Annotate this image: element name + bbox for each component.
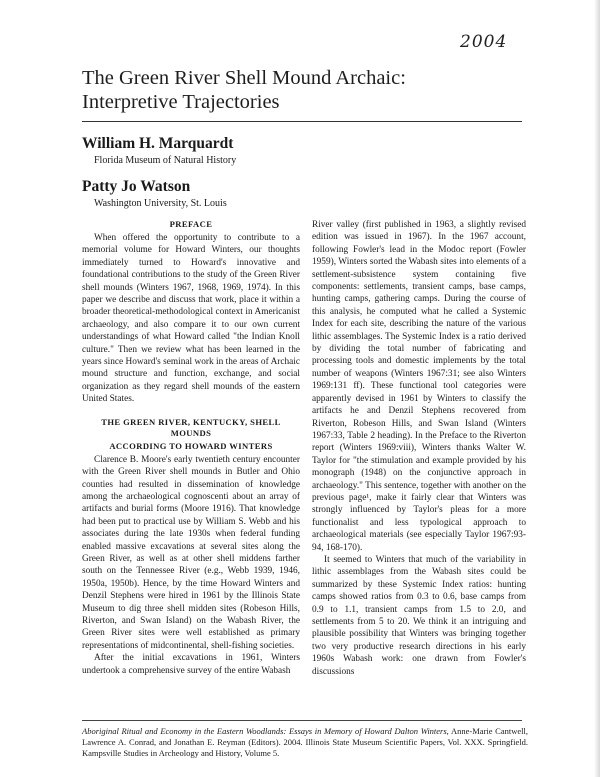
section-heading-line-1: THE GREEN RIVER, KENTUCKY, SHELL MOUNDS [101,416,281,438]
paper-title [82,66,502,114]
body-paragraph: River valley (first published in 1963, a slightly revised edition was issued in 1967). In the 1967 account, following Fowler's lead in the Modoc report (Fowler 1959), Winters sorted the Wabash sites into elements of a settlement-subsistence system containing five components: settlements, transient camps, base camps, hunting camps, gathering camps. During the course of this analysis, he computed what he called a Systemic Index for each site, describing the nature of the various lithic assemblages. The Systemic Index is a ratio derived by dividing the total number of fabricating and processing tools and domestic implements by the total number of weapons (Winters 1967:31; see also Winters 1969:131 ff). These functional tool categories were apparently devised in 1961 by Winters to classify the artifacts he and Denzil Stephens recovered from Riverton, Robeson Hills, and Swan Island (Winters 1967:33, Table 2 heading). In the Preface to the Riverton report (Winters 1969:viii), Winters thanks Walter W. Taylor for "the stimulation and example provided by his monograph (1948) on the conjunctive approach in archaeology." This sentence, together with another on the previous page¹, make it fairly clear that Winters was strongly influenced by Taylor's pleas for a more functionalist and less typological approach to archaeological materials (see especially Taylor 1967:93-94, 168-170). [312,220,526,553]
right-column [312,219,526,678]
body-paragraph: It seemed to Winters that much of the variability in lithic assemblages from the Wabash sites could be summarized by these Systemic Index ratios: hunting camps showed ratios from 0.3 to 0.6, base camps from 0.9 to 1.1, transient camps from 1.5 to 2.0, and settlements from 5 to 20. We think it an intriguing and plausible possibility that Winters was bringing together two very productive research directions in his early 1960s Wabash work: one drawn from Fowler's discussions [312,554,526,677]
preface-paragraph: When offered the opportunity to contribute to a memorial volume for Howard Winters, our thoughts immediately turned to Howard's innovative and foundational contributions to the study of the Green River shell mounds (Winters 1967, 1968, 1969, 1974). In this paper we describe and discuss that work, place it within a broader theoretical-methodological context in Americanist archaeology, and also compare it to our own current understandings of what Howard called "the Indian Knoll culture." Then we review what has been learned in the years since Howard's seminal work in the areas of Archaic mound structure and function, exchange, and social organization as they regard shell mounds of the eastern United States. [82,233,300,405]
preface-heading: PREFACE [169,219,213,229]
body-paragraph: After the initial excavations in 1961, Winters undertook a comprehensive survey of the entire Wabash [82,653,300,676]
author-affiliation: Washington University, St. Louis [94,198,227,209]
footnote-details: Anne-Marie Cantwell, Lawrence A. Conrad, and Jonathan E. Reyman (Editors). 2004. Illinois State Museum Scientific Papers, Vol. XXX. Springfield. Kampsville Studies in Archeology and History, Volume 5. [82,726,528,758]
author-name: Patty Jo Watson [82,178,191,195]
section-heading-line-2: ACCORDING TO HOWARD WINTERS [109,440,273,451]
title-line-2: Interpretive Trajectories [82,91,280,113]
left-column [82,219,300,677]
title-divider [82,121,522,122]
author-name: William H. Marquardt [82,135,234,152]
footnote-book-title: Aboriginal Ritual and Economy in the Eastern Woodlands: Essays in Memory of Howard Dalton Winters, [82,726,449,736]
body-paragraph: Clarence B. Moore's early twentieth century encounter with the Green River shell mounds in Butler and Ohio counties had resulted in dissemination of knowledge among the archaeological cognoscenti about an array of artifacts and burial forms (Moore 1916). That knowledge had been put to practical use by William S. Webb and his associates during the late 1930s when federal funding enabled massive excavations at several sites along the Green River, as well as at other shell middens farther south on the Tennessee River (e.g., Webb 1939, 1946, 1950a, 1950b). Hence, by the time Howard Winters and Denzil Stephens were hired in 1961 by the Illinois State Museum to dig three shell midden sites (Robeson Hills, Riverton, and Swan Island) on the Wabash River, the Green River sites were well established as primary representations of midcontinental, shell-fishing societies. [82,454,300,651]
author-affiliation: Florida Museum of Natural History [94,155,237,166]
citation-footnote [82,726,528,759]
title-line-1: The Green River Shell Mound Archaic: [82,67,406,89]
handwritten-year-note: 2004 [460,32,508,52]
footnote-divider [82,720,522,721]
scan-shadow-edge [594,0,600,777]
